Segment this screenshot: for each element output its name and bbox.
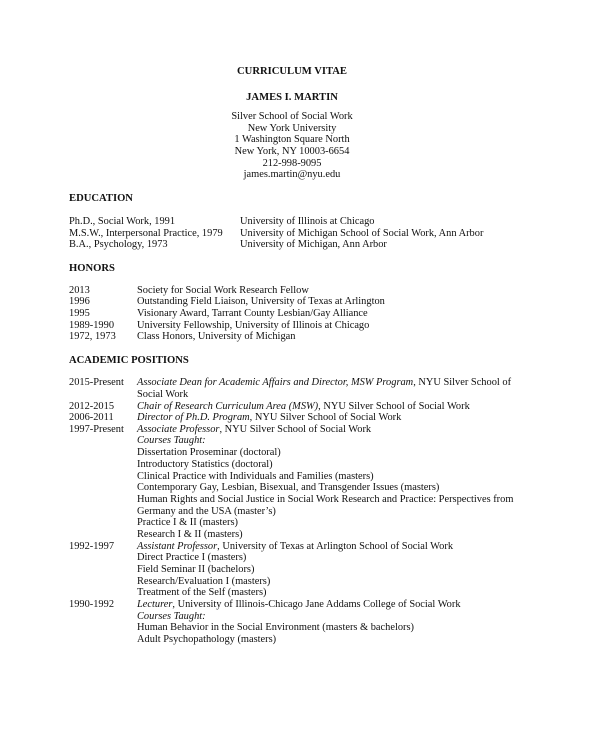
honor-year: 1996 — [69, 296, 90, 307]
honor-year: 2013 — [69, 285, 90, 296]
degree: M.S.W., Interpersonal Practice, 1979 — [69, 228, 223, 239]
document-title: CURRICULUM VITAE — [237, 66, 347, 77]
course-item: Practice I & II (masters) — [137, 517, 238, 528]
degree: B.A., Psychology, 1973 — [69, 239, 168, 250]
position-org: , NYU Silver School of Social Work — [249, 412, 402, 423]
position-org: , NYU Silver School of Social Work — [318, 401, 470, 412]
honor-text: Outstanding Field Liaison, University of Texas at Arlington — [137, 296, 385, 307]
position-org: , University of Illinois-Chicago Jane Addams College of Social Work — [172, 599, 461, 610]
honor-text: Society for Social Work Research Fellow — [137, 285, 309, 296]
education-row — [0, 239, 600, 251]
position-org: , NYU Silver School of Social Work — [219, 424, 372, 435]
education-row — [0, 216, 600, 228]
school: University of Michigan School of Social Work, Ann Arbor — [240, 228, 484, 239]
honor-row — [0, 296, 600, 308]
position-org: , NYU Silver School of Social Work — [137, 377, 512, 400]
address-line: New York University — [247, 122, 337, 134]
position-entry — [137, 412, 537, 424]
position-title: Director of Ph.D. Program — [137, 412, 250, 423]
position-title: Associate Professor — [137, 424, 220, 435]
address-line: Silver School of Social Work — [231, 111, 353, 122]
honor-text: University Fellowship, University of Illinois at Chicago — [137, 320, 370, 331]
honor-year: 1989-1990 — [69, 320, 115, 331]
school: University of Illinois at Chicago — [240, 216, 375, 227]
academic-positions-heading: ACADEMIC POSITIONS — [69, 355, 189, 366]
contact-block — [0, 111, 584, 181]
honor-year: 1995 — [69, 308, 90, 319]
person-name: JAMES I. MARTIN — [246, 92, 338, 103]
position-years: 2006-2011 — [69, 412, 114, 423]
course-item: Research I & II (masters) — [137, 529, 243, 540]
position-title: Lecturer — [137, 599, 173, 610]
position-entry — [137, 377, 537, 401]
course-item: Human Rights and Social Justice in Social Work Research and Practice: Perspectives from Germany and the USA (master’s) — [137, 494, 514, 517]
honor-row — [0, 308, 600, 320]
course-item: Introductory Statistics (doctoral) — [137, 459, 273, 470]
position-title: Chair of Research Curriculum Area (MSW) — [137, 401, 319, 412]
address-line: 1 Washington Square North — [234, 134, 350, 146]
position-entry — [137, 599, 537, 611]
position-years: 1990-1992 — [69, 599, 115, 610]
honor-text: Class Honors, University of Michigan — [137, 331, 296, 342]
courses-taught-label: Courses Taught: — [137, 435, 206, 446]
courses-taught-label: Courses Taught: — [137, 611, 206, 622]
course-item: Dissertation Proseminar (doctoral) — [137, 447, 281, 458]
position-title: Assistant Professor — [137, 541, 218, 552]
course-item: Adult Psychopathology (masters) — [137, 634, 277, 645]
school: University of Michigan, Ann Arbor — [240, 239, 387, 250]
course-item: Contemporary Gay, Lesbian, Bisexual, and Transgender Issues (masters) — [137, 482, 440, 493]
email[interactable]: james.martin@nyu.edu — [243, 169, 341, 181]
honors-heading: HONORS — [69, 263, 115, 274]
position-years: 1997-Present — [69, 424, 124, 435]
course-item: Treatment of the Self (masters) — [137, 587, 267, 598]
honor-text: Visionary Award, Tarrant County Lesbian/Gay Alliance — [137, 308, 368, 319]
phone: 212-998-9095 — [262, 157, 322, 169]
course-item: Research/Evaluation I (masters) — [137, 576, 271, 587]
course-item: Human Behavior in the Social Environment (masters & bachelors) — [137, 622, 415, 633]
position-title: Associate Dean for Academic Affairs and Director, MSW Program — [137, 377, 414, 388]
course-item: Direct Practice I (masters) — [137, 552, 247, 563]
honor-year: 1972, 1973 — [69, 331, 116, 342]
position-org: , University of Texas at Arlington School of Social Work — [217, 541, 454, 552]
course-item: Clinical Practice with Individuals and Families (masters) — [137, 471, 374, 482]
position-years: 1992-1997 — [69, 541, 115, 552]
education-heading: EDUCATION — [69, 193, 133, 204]
address-line: New York, NY 10003-6654 — [234, 146, 350, 158]
course-item: Field Seminar II (bachelors) — [137, 564, 255, 575]
position-years: 2012-2015 — [69, 401, 115, 412]
honor-row — [0, 331, 600, 343]
degree: Ph.D., Social Work, 1991 — [69, 216, 176, 227]
position-years: 2015-Present — [69, 377, 124, 388]
